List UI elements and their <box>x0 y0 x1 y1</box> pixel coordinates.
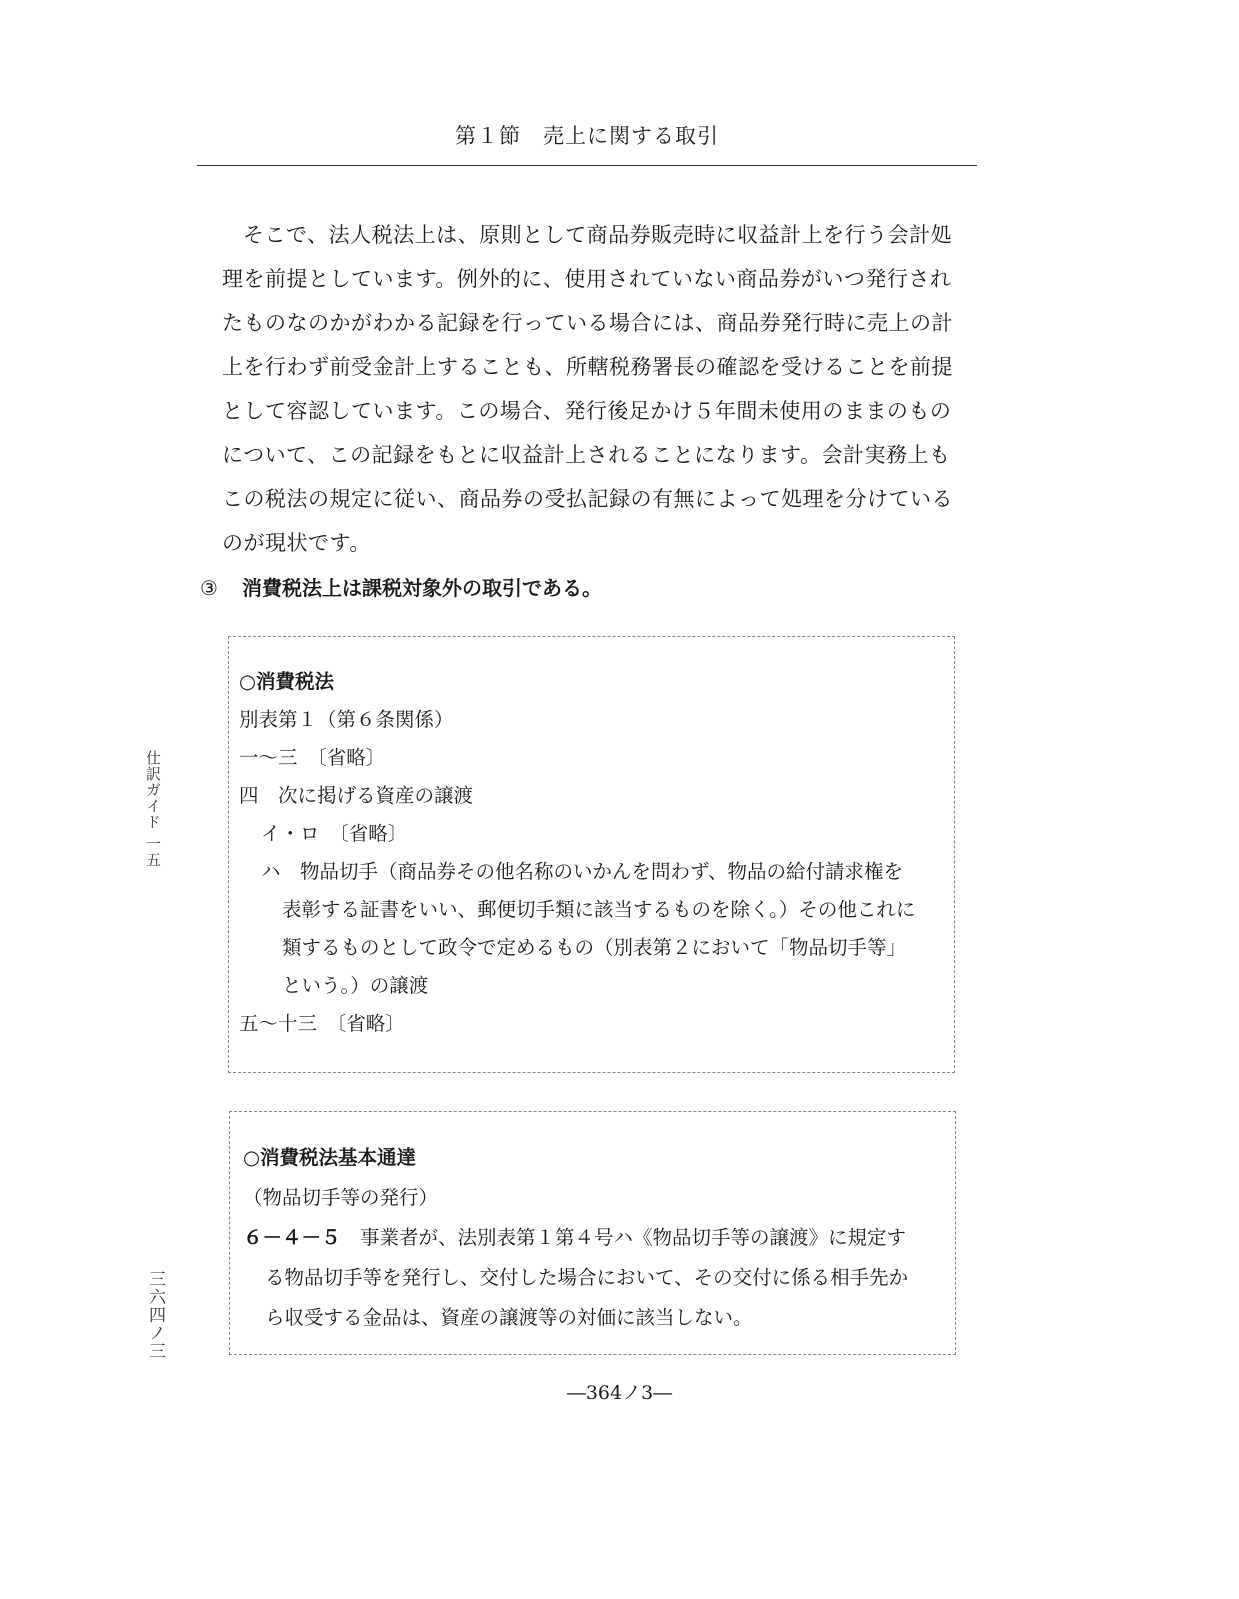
basic-circular-box <box>229 1111 956 1355</box>
rule-line: る物品切手等を発行し、交付した場合において、その交付に係る相手先か <box>265 1266 909 1289</box>
item-heading <box>200 572 602 601</box>
page-number: ―364ノ3― <box>566 1382 673 1404</box>
statute-line: 五～十三 〔省略〕 <box>239 1012 405 1035</box>
paragraph-line: 理を前提としています。例外的に、使用されていない商品券がいつ発行され <box>222 267 952 291</box>
paragraph-line: この税法の規定に従い、商品券の受払記録の有無によって処理を分けている <box>222 487 953 511</box>
header-rule <box>197 165 977 166</box>
statute-line: 別表第１（第６条関係） <box>239 708 454 731</box>
statute-line: ハ 物品切手（商品券その他名称のいかんを問わず、物品の給付請求権を <box>261 860 903 883</box>
paragraph-line: として容認しています。この場合、発行後足かけ５年間未使用のままのもの <box>222 399 952 423</box>
margin-page-number: 三六四ノ三 <box>145 1270 165 1360</box>
consumption-tax-act-box <box>228 636 955 1073</box>
statute-line: 一～三 〔省略〕 <box>239 746 386 769</box>
item-text: 消費税法上は課税対象外の取引である。 <box>242 576 602 600</box>
paragraph-line: のが現状です。 <box>222 531 371 555</box>
paragraph-line: 上を行わず前受金計上することも、所轄税務署長の確認を受けることを前提 <box>222 355 953 379</box>
body-paragraph <box>222 213 982 565</box>
rule-text: 事業者が、法別表第１第４号ハ《物品切手等の譲渡》に規定す <box>360 1226 907 1249</box>
rule-line: ら収受する金品は、資産の譲渡等の対価に該当しない。 <box>265 1306 753 1329</box>
section-title: 第１節 売上に関する取引 <box>455 124 719 148</box>
rule-caption: （物品切手等の発行） <box>243 1186 439 1209</box>
margin-book-title: 仕訳ガイド 一五 <box>144 750 162 868</box>
box-heading: ○消費税法基本通達 <box>243 1146 417 1169</box>
statute-line: 四 次に掲げる資産の譲渡 <box>239 784 474 807</box>
statute-line: 表彰する証書をいい、郵便切手類に該当するものを除く。）その他これに <box>282 898 916 921</box>
rule-number: ６－４－５ <box>243 1226 341 1249</box>
paragraph-line: そこで、法人税法上は、原則として商品券販売時に収益計上を行う会計処 <box>243 223 953 247</box>
item-number: ③ <box>200 576 218 600</box>
rule-line <box>243 1218 955 1258</box>
statute-line: 類するものとして政令で定めるもの（別表第２において「物品切手等」 <box>282 936 907 959</box>
paragraph-line: たものなのかがわかる記録を行っている場合には、商品券発行時に売上の計 <box>222 311 953 335</box>
statute-line: という。）の譲渡 <box>282 974 429 997</box>
box-heading: ○消費税法 <box>239 670 335 693</box>
statute-line: イ・ロ 〔省略〕 <box>261 822 408 845</box>
paragraph-line: について、この記録をもとに収益計上されることになります。会計実務上も <box>222 443 951 467</box>
